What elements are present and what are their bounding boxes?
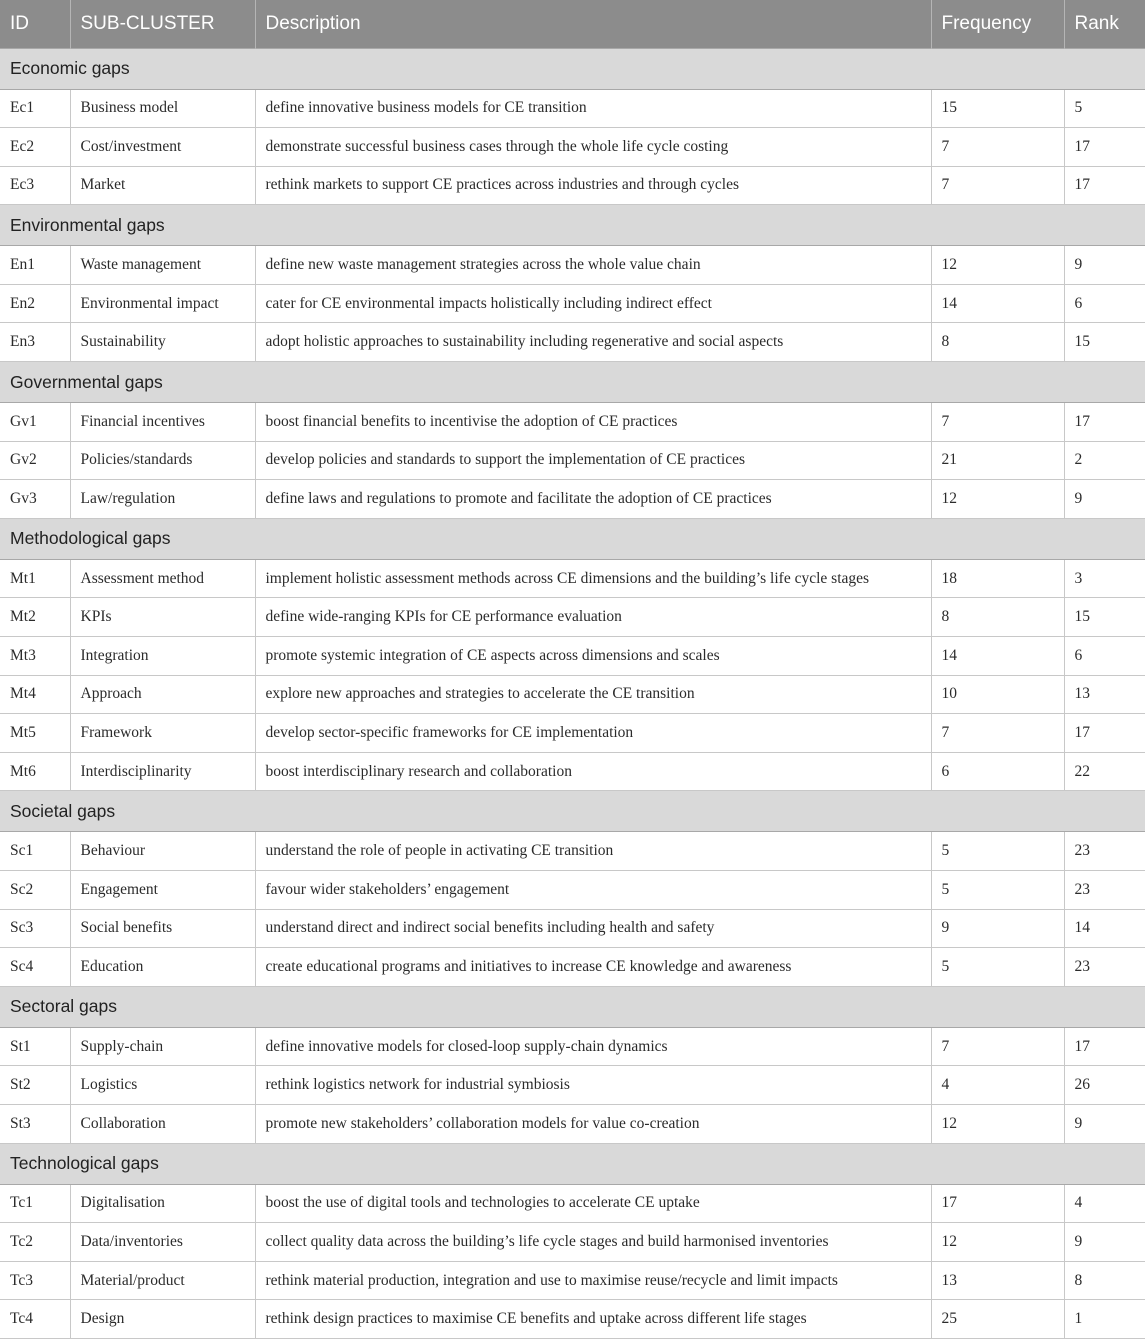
cell-description: define innovative business models for CE transition bbox=[255, 89, 931, 128]
cell-id: Tc2 bbox=[0, 1223, 70, 1262]
header-row bbox=[0, 0, 1145, 48]
table-row bbox=[0, 246, 1145, 285]
cell-description: develop policies and standards to support the implementation of CE practices bbox=[255, 441, 931, 480]
cell-id: St3 bbox=[0, 1104, 70, 1143]
cell-rank: 17 bbox=[1064, 128, 1145, 167]
cell-frequency: 8 bbox=[931, 323, 1064, 362]
cell-rank: 14 bbox=[1064, 909, 1145, 948]
header-frequency: Frequency bbox=[931, 0, 1064, 48]
cell-sub-cluster: Logistics bbox=[70, 1066, 255, 1105]
group-title: Economic gaps bbox=[0, 48, 1145, 89]
cell-description: define new waste management strategies across the whole value chain bbox=[255, 246, 931, 285]
cell-id: Mt2 bbox=[0, 598, 70, 637]
cell-sub-cluster: Education bbox=[70, 948, 255, 987]
cell-rank: 9 bbox=[1064, 246, 1145, 285]
cell-id: Mt4 bbox=[0, 675, 70, 714]
cell-rank: 26 bbox=[1064, 1066, 1145, 1105]
cell-sub-cluster: Engagement bbox=[70, 871, 255, 910]
table-row bbox=[0, 89, 1145, 128]
cell-rank: 1 bbox=[1064, 1300, 1145, 1339]
group-header-row bbox=[0, 362, 1145, 403]
table-row bbox=[0, 1300, 1145, 1339]
cell-description: define laws and regulations to promote and facilitate the adoption of CE practices bbox=[255, 480, 931, 519]
group-header-row bbox=[0, 1143, 1145, 1184]
cell-sub-cluster: Framework bbox=[70, 714, 255, 753]
cell-sub-cluster: Supply-chain bbox=[70, 1027, 255, 1066]
cell-rank: 5 bbox=[1064, 89, 1145, 128]
cell-description: boost interdisciplinary research and collaboration bbox=[255, 752, 931, 791]
cell-id: Tc4 bbox=[0, 1300, 70, 1339]
cell-frequency: 12 bbox=[931, 246, 1064, 285]
cell-frequency: 21 bbox=[931, 441, 1064, 480]
cell-description: rethink markets to support CE practices across industries and through cycles bbox=[255, 166, 931, 205]
cell-id: Sc3 bbox=[0, 909, 70, 948]
table-row bbox=[0, 675, 1145, 714]
cell-id: Ec3 bbox=[0, 166, 70, 205]
cell-description: demonstrate successful business cases through the whole life cycle costing bbox=[255, 128, 931, 167]
cell-id: Sc4 bbox=[0, 948, 70, 987]
cell-rank: 6 bbox=[1064, 284, 1145, 323]
cell-rank: 9 bbox=[1064, 1104, 1145, 1143]
cell-frequency: 15 bbox=[931, 89, 1064, 128]
cell-sub-cluster: Cost/investment bbox=[70, 128, 255, 167]
cell-rank: 17 bbox=[1064, 714, 1145, 753]
cell-frequency: 5 bbox=[931, 832, 1064, 871]
table-row bbox=[0, 559, 1145, 598]
cell-frequency: 7 bbox=[931, 1027, 1064, 1066]
group-title: Societal gaps bbox=[0, 791, 1145, 832]
group-header-row bbox=[0, 791, 1145, 832]
cell-id: Gv2 bbox=[0, 441, 70, 480]
cell-sub-cluster: Collaboration bbox=[70, 1104, 255, 1143]
cell-description: rethink design practices to maximise CE benefits and uptake across different life stages bbox=[255, 1300, 931, 1339]
header-description: Description bbox=[255, 0, 931, 48]
cell-id: Mt6 bbox=[0, 752, 70, 791]
table-row bbox=[0, 403, 1145, 442]
cell-sub-cluster: Digitalisation bbox=[70, 1184, 255, 1223]
table-row bbox=[0, 1261, 1145, 1300]
cell-description: define innovative models for closed-loop supply-chain dynamics bbox=[255, 1027, 931, 1066]
cell-rank: 13 bbox=[1064, 675, 1145, 714]
cell-frequency: 9 bbox=[931, 909, 1064, 948]
cell-id: Ec1 bbox=[0, 89, 70, 128]
cell-frequency: 7 bbox=[931, 403, 1064, 442]
cell-id: En2 bbox=[0, 284, 70, 323]
cell-sub-cluster: Design bbox=[70, 1300, 255, 1339]
cell-frequency: 5 bbox=[931, 871, 1064, 910]
cell-rank: 6 bbox=[1064, 637, 1145, 676]
table-row bbox=[0, 166, 1145, 205]
table-row bbox=[0, 637, 1145, 676]
cell-description: rethink material production, integration and use to maximise reuse/recycle and limit impacts bbox=[255, 1261, 931, 1300]
cell-sub-cluster: Law/regulation bbox=[70, 480, 255, 519]
header-rank: Rank bbox=[1064, 0, 1145, 48]
cell-description: boost financial benefits to incentivise the adoption of CE practices bbox=[255, 403, 931, 442]
header-sub-cluster: SUB-CLUSTER bbox=[70, 0, 255, 48]
cell-rank: 15 bbox=[1064, 598, 1145, 637]
cell-id: Tc3 bbox=[0, 1261, 70, 1300]
cell-description: understand direct and indirect social benefits including health and safety bbox=[255, 909, 931, 948]
cell-rank: 22 bbox=[1064, 752, 1145, 791]
cell-sub-cluster: Integration bbox=[70, 637, 255, 676]
cell-id: Mt5 bbox=[0, 714, 70, 753]
table-row bbox=[0, 323, 1145, 362]
cell-description: cater for CE environmental impacts holistically including indirect effect bbox=[255, 284, 931, 323]
table-row bbox=[0, 752, 1145, 791]
cell-id: Gv1 bbox=[0, 403, 70, 442]
cell-description: rethink logistics network for industrial symbiosis bbox=[255, 1066, 931, 1105]
cell-rank: 17 bbox=[1064, 1027, 1145, 1066]
cell-rank: 4 bbox=[1064, 1184, 1145, 1223]
cell-frequency: 5 bbox=[931, 948, 1064, 987]
cell-sub-cluster: Approach bbox=[70, 675, 255, 714]
table-row bbox=[0, 1184, 1145, 1223]
cell-rank: 15 bbox=[1064, 323, 1145, 362]
cell-rank: 8 bbox=[1064, 1261, 1145, 1300]
cell-description: explore new approaches and strategies to accelerate the CE transition bbox=[255, 675, 931, 714]
cell-description: boost the use of digital tools and technologies to accelerate CE uptake bbox=[255, 1184, 931, 1223]
table-header bbox=[0, 0, 1145, 48]
cell-frequency: 17 bbox=[931, 1184, 1064, 1223]
cell-sub-cluster: Policies/standards bbox=[70, 441, 255, 480]
cell-id: Gv3 bbox=[0, 480, 70, 519]
cell-frequency: 7 bbox=[931, 166, 1064, 205]
group-title: Environmental gaps bbox=[0, 205, 1145, 246]
cell-sub-cluster: Business model bbox=[70, 89, 255, 128]
table-row bbox=[0, 480, 1145, 519]
cell-frequency: 13 bbox=[931, 1261, 1064, 1300]
cell-sub-cluster: Market bbox=[70, 166, 255, 205]
cell-description: define wide-ranging KPIs for CE performance evaluation bbox=[255, 598, 931, 637]
table-row bbox=[0, 1223, 1145, 1262]
cell-rank: 3 bbox=[1064, 559, 1145, 598]
table-row bbox=[0, 598, 1145, 637]
group-header-row bbox=[0, 48, 1145, 89]
cell-frequency: 12 bbox=[931, 480, 1064, 519]
group-title: Sectoral gaps bbox=[0, 986, 1145, 1027]
cell-description: develop sector-specific frameworks for CE implementation bbox=[255, 714, 931, 753]
cell-rank: 17 bbox=[1064, 403, 1145, 442]
cell-id: En1 bbox=[0, 246, 70, 285]
cell-id: Sc2 bbox=[0, 871, 70, 910]
cell-rank: 9 bbox=[1064, 1223, 1145, 1262]
table-row bbox=[0, 441, 1145, 480]
table-row bbox=[0, 871, 1145, 910]
cell-rank: 23 bbox=[1064, 948, 1145, 987]
group-title: Governmental gaps bbox=[0, 362, 1145, 403]
cell-sub-cluster: Interdisciplinarity bbox=[70, 752, 255, 791]
header-id: ID bbox=[0, 0, 70, 48]
cell-frequency: 7 bbox=[931, 714, 1064, 753]
table-body bbox=[0, 48, 1145, 1338]
cell-frequency: 12 bbox=[931, 1223, 1064, 1262]
cell-id: En3 bbox=[0, 323, 70, 362]
cell-rank: 23 bbox=[1064, 832, 1145, 871]
cell-id: St2 bbox=[0, 1066, 70, 1105]
cell-id: Mt3 bbox=[0, 637, 70, 676]
group-title: Technological gaps bbox=[0, 1143, 1145, 1184]
cell-sub-cluster: Data/inventories bbox=[70, 1223, 255, 1262]
cell-description: collect quality data across the building’s life cycle stages and build harmonised inventories bbox=[255, 1223, 931, 1262]
cell-frequency: 25 bbox=[931, 1300, 1064, 1339]
cell-frequency: 6 bbox=[931, 752, 1064, 791]
cell-sub-cluster: Financial incentives bbox=[70, 403, 255, 442]
cell-id: Sc1 bbox=[0, 832, 70, 871]
cell-id: Mt1 bbox=[0, 559, 70, 598]
cell-description: promote new stakeholders’ collaboration models for value co-creation bbox=[255, 1104, 931, 1143]
cell-description: adopt holistic approaches to sustainability including regenerative and social aspects bbox=[255, 323, 931, 362]
cell-sub-cluster: Material/product bbox=[70, 1261, 255, 1300]
cell-rank: 23 bbox=[1064, 871, 1145, 910]
cell-rank: 9 bbox=[1064, 480, 1145, 519]
cell-sub-cluster: Behaviour bbox=[70, 832, 255, 871]
cell-description: create educational programs and initiatives to increase CE knowledge and awareness bbox=[255, 948, 931, 987]
cell-rank: 17 bbox=[1064, 166, 1145, 205]
cell-frequency: 14 bbox=[931, 637, 1064, 676]
cell-frequency: 10 bbox=[931, 675, 1064, 714]
cell-frequency: 4 bbox=[931, 1066, 1064, 1105]
group-header-row bbox=[0, 205, 1145, 246]
cell-sub-cluster: Assessment method bbox=[70, 559, 255, 598]
cell-frequency: 18 bbox=[931, 559, 1064, 598]
cell-sub-cluster: Waste management bbox=[70, 246, 255, 285]
group-header-row bbox=[0, 518, 1145, 559]
table-row bbox=[0, 128, 1145, 167]
cell-description: implement holistic assessment methods across CE dimensions and the building’s life cycle stages bbox=[255, 559, 931, 598]
cell-id: Tc1 bbox=[0, 1184, 70, 1223]
cell-frequency: 8 bbox=[931, 598, 1064, 637]
cell-id: Ec2 bbox=[0, 128, 70, 167]
cell-description: promote systemic integration of CE aspects across dimensions and scales bbox=[255, 637, 931, 676]
cell-sub-cluster: Social benefits bbox=[70, 909, 255, 948]
table-row bbox=[0, 948, 1145, 987]
table-row bbox=[0, 832, 1145, 871]
cell-description: understand the role of people in activating CE transition bbox=[255, 832, 931, 871]
cell-description: favour wider stakeholders’ engagement bbox=[255, 871, 931, 910]
cell-rank: 2 bbox=[1064, 441, 1145, 480]
table-row bbox=[0, 909, 1145, 948]
cell-id: St1 bbox=[0, 1027, 70, 1066]
table-row bbox=[0, 1066, 1145, 1105]
table-row bbox=[0, 284, 1145, 323]
group-title: Methodological gaps bbox=[0, 518, 1145, 559]
cell-sub-cluster: KPIs bbox=[70, 598, 255, 637]
table-row bbox=[0, 1027, 1145, 1066]
table-row bbox=[0, 1104, 1145, 1143]
table-row bbox=[0, 714, 1145, 753]
cell-sub-cluster: Environmental impact bbox=[70, 284, 255, 323]
group-header-row bbox=[0, 986, 1145, 1027]
cell-sub-cluster: Sustainability bbox=[70, 323, 255, 362]
cell-frequency: 7 bbox=[931, 128, 1064, 167]
cell-frequency: 12 bbox=[931, 1104, 1064, 1143]
cell-frequency: 14 bbox=[931, 284, 1064, 323]
